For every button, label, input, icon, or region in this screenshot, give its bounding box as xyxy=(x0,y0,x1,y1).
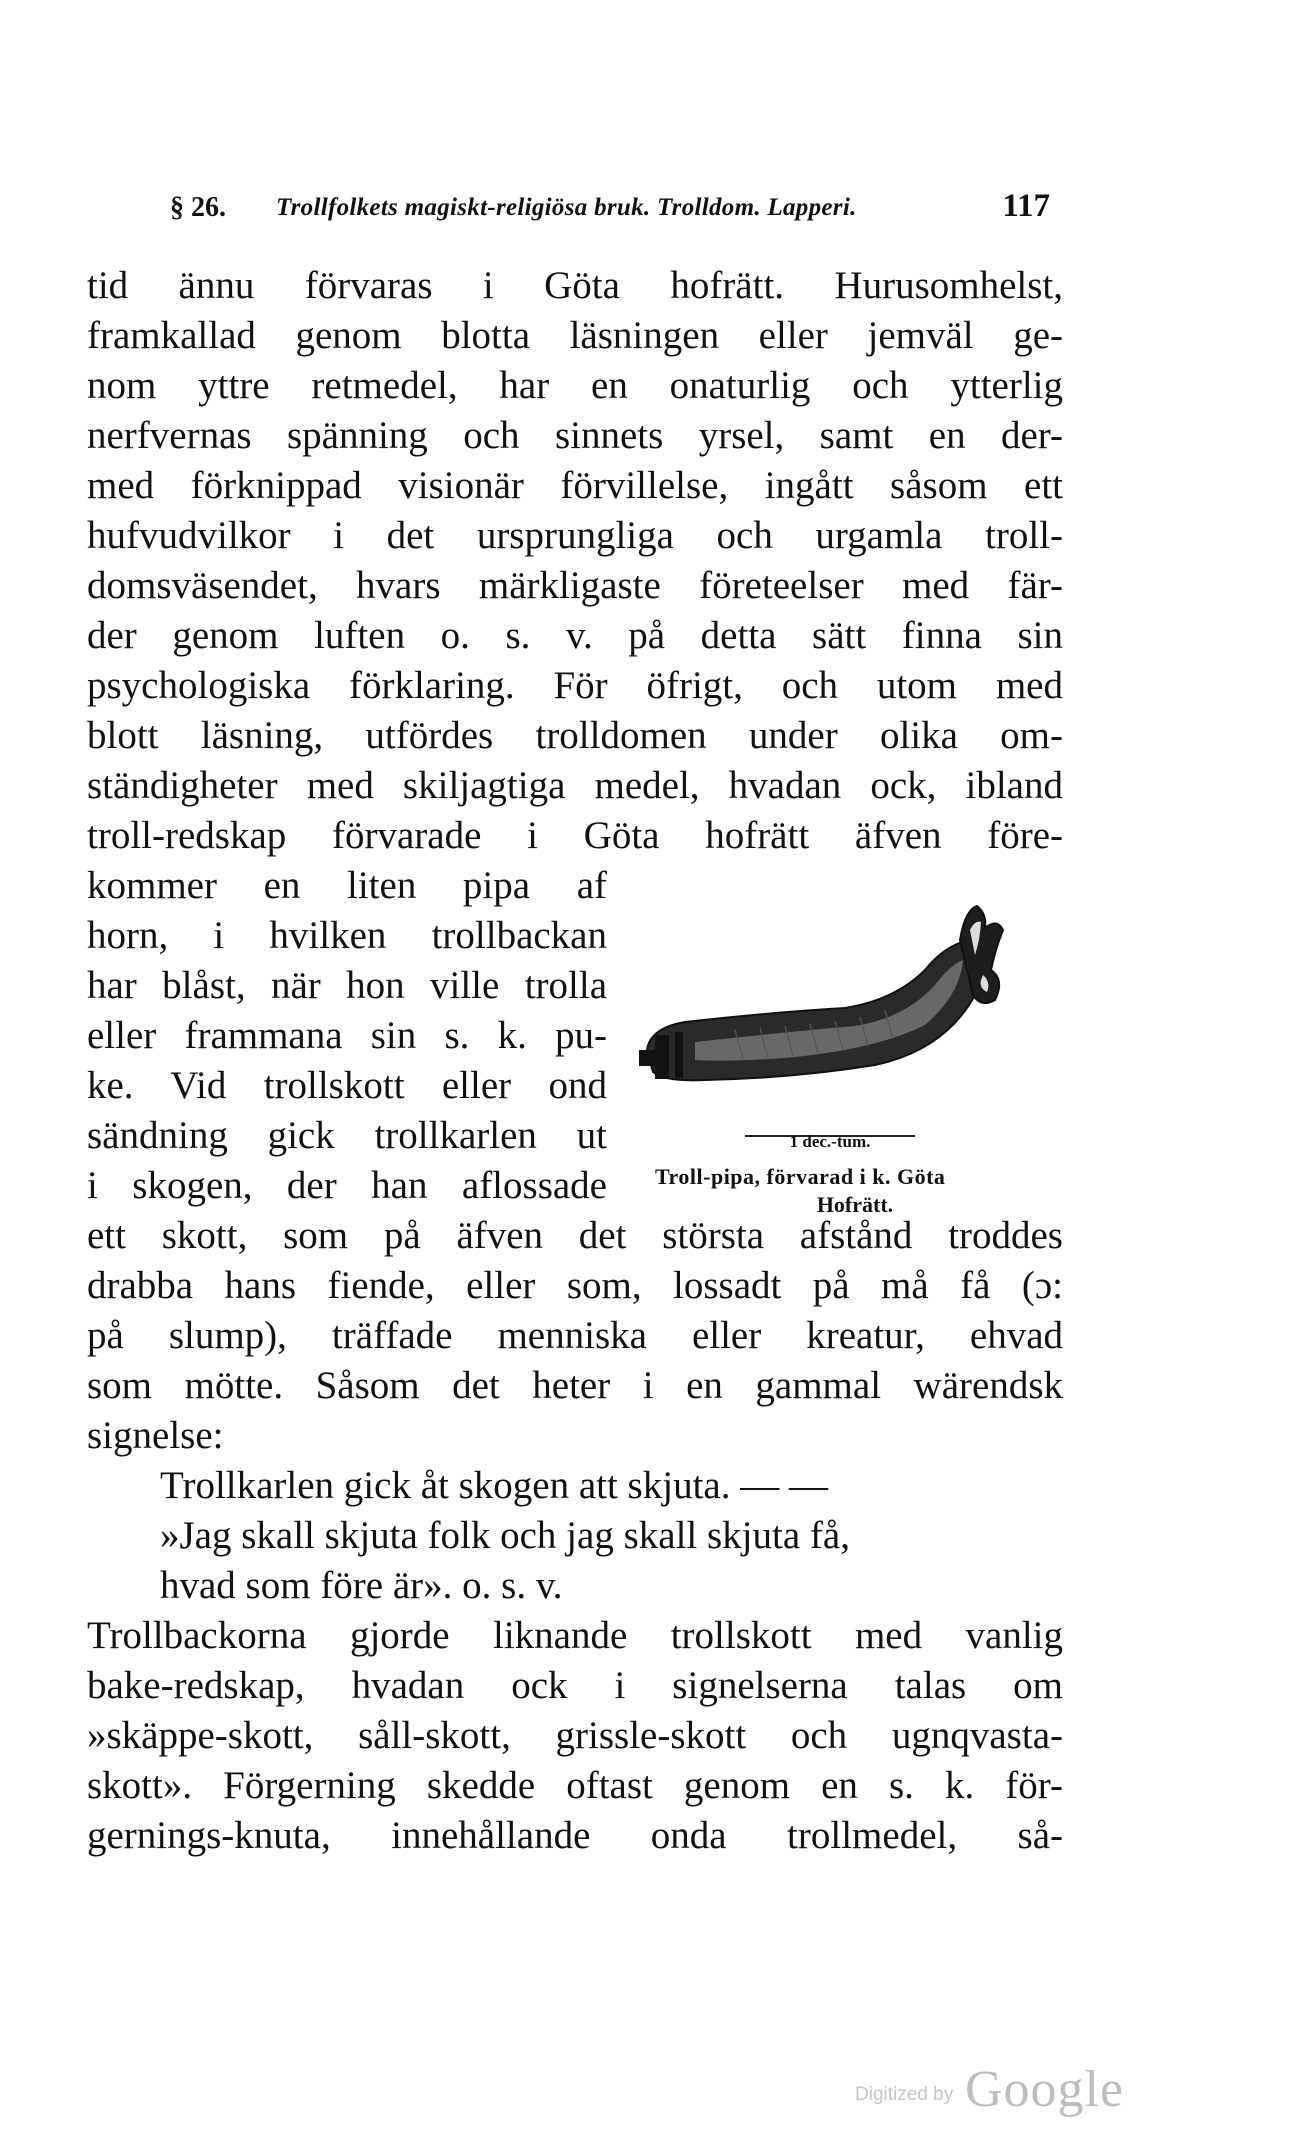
section-number: § 26. xyxy=(170,192,226,223)
text-line: skott». Förgerning skedde oftast genom en s. k. för- xyxy=(87,1764,1063,1807)
verse-line: »Jag skall skjuta folk och jag skall skjuta få, xyxy=(160,1514,850,1557)
scale-label: 1 dec.-tum. xyxy=(789,1132,871,1151)
text-line: signelse: xyxy=(87,1414,224,1457)
text-line: der genom luften o. s. v. på detta sätt finna sin xyxy=(87,614,1063,657)
text-line: drabba hans fiende, eller som, lossadt på må få (ɔ: xyxy=(87,1264,1063,1307)
horn-pipe-figure xyxy=(625,900,1075,1240)
google-watermark xyxy=(855,2060,1125,2120)
text-line: framkallad genom blotta läsningen eller jemväl ge- xyxy=(87,314,1063,357)
text-line: tid ännu förvaras i Göta hofrätt. Hurusomhelst, xyxy=(87,264,1063,307)
text-line: domsväsendet, hvars märkligaste företeelser med fär- xyxy=(87,564,1063,607)
google-logo: Google xyxy=(965,2061,1125,2118)
text-line: sändning gick trollkarlen ut xyxy=(87,1114,607,1157)
figure-caption-continued: Hofrätt. xyxy=(816,1192,894,1217)
text-line: eller frammana sin s. k. pu- xyxy=(87,1014,607,1057)
text-line: har blåst, när hon ville trolla xyxy=(87,964,607,1007)
running-title: Trollfolkets magiskt-religiösa bruk. Trolldom. Lapperi. xyxy=(276,194,857,221)
text-line: blott läsning, utfördes trolldomen under olika om- xyxy=(87,714,1063,757)
text-line: psychologiska förklaring. För öfrigt, och utom med xyxy=(87,664,1063,707)
figure-caption: Troll-pipa, förvarad i k. Göta xyxy=(655,1164,946,1189)
text-line: ständigheter med skiljagtiga medel, hvadan ock, ibland xyxy=(87,764,1063,807)
text-line: nerfvernas spänning och sinnets yrsel, samt en der- xyxy=(87,414,1063,457)
verse-line: Trollkarlen gick åt skogen att skjuta. — — xyxy=(160,1464,828,1507)
digitized-by-label: Digitized by xyxy=(855,2084,954,2105)
text-line: gernings-knuta, innehållande onda trollmedel, så- xyxy=(87,1814,1063,1857)
text-line: kommer en liten pipa af xyxy=(87,864,607,907)
text-line: på slump), träffade menniska eller kreatur, ehvad xyxy=(87,1314,1063,1357)
text-line: ett skott, som på äfven det största afstånd troddes xyxy=(87,1214,1063,1257)
text-line: med förknippad visionär förvillelse, ingått såsom ett xyxy=(87,464,1063,507)
page-number: 117 xyxy=(1002,188,1050,224)
text-line: ke. Vid trollskott eller ond xyxy=(87,1064,607,1107)
text-line: bake-redskap, hvadan ock i signelserna talas om xyxy=(87,1664,1063,1707)
text-line: hufvudvilkor i det ursprungliga och urgamla troll- xyxy=(87,514,1063,557)
text-line: Trollbackorna gjorde liknande trollskott med vanlig xyxy=(87,1614,1063,1657)
running-header xyxy=(170,188,1050,234)
text-line: i skogen, der han aflossade xyxy=(87,1164,607,1207)
text-line: nom yttre retmedel, har en onaturlig och ytterlig xyxy=(87,364,1063,407)
text-line: som mötte. Såsom det heter i en gammal wärendsk xyxy=(87,1364,1063,1407)
verse-line: hvad som före är». o. s. v. xyxy=(160,1564,563,1607)
text-line: troll-redskap förvarade i Göta hofrätt äfven före- xyxy=(87,814,1063,857)
text-line: »skäppe-skott, såll-skott, grissle-skott och ugnqvasta- xyxy=(87,1714,1063,1757)
horn-pipe-illustration xyxy=(625,900,1075,1130)
text-line: horn, i hvilken trollbackan xyxy=(87,914,607,957)
